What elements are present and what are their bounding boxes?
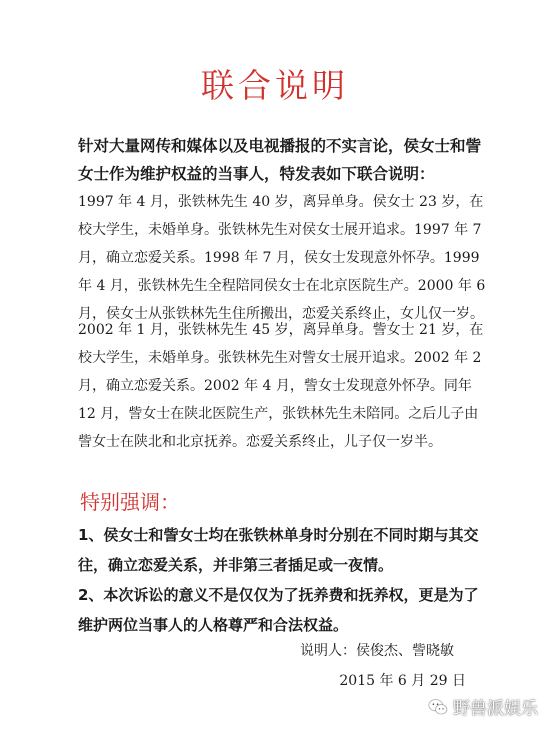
wechat-icon xyxy=(427,696,449,718)
emphasis-item-1: 1、侯女士和訾女士均在张铁林单身时分别在不同时期与其交往，确立恋爱关系，并非第三者插足或一夜情。 xyxy=(78,526,479,574)
intro-paragraph: 针对大量网传和媒体以及电视播报的不实言论，侯女士和訾女士作为维护权益的当事人，特发表如下联合说明： xyxy=(78,137,482,183)
watermark xyxy=(427,694,538,719)
watermark-text: 野兽派娱乐 xyxy=(453,699,538,719)
signers-line: 说明人：侯俊杰、訾晓敏 xyxy=(300,643,454,659)
timeline-paragraph-zi: 2002 年 1 月，张铁林先生 45 岁，离异单身。訾女士 21 岁，在校大学生，未婚单身。张铁林先生对訾女士展开追求。2002 年 2 月，确立恋爱关系。2002 年 4 月，訾女士发现意外怀孕。同年 12 月，訾女士在陕北医院生产，张铁林先生未陪同。之后儿子由訾女士在陕北和北京抚养。恋爱关系终止，儿子仅一岁半。 xyxy=(78,322,484,450)
statement-date: 2015 年 6 月 29 日 xyxy=(339,673,466,689)
emphasis-item-2: 2、本次诉讼的意义不是仅仅为了抚养费和抚养权，更是为了维护两位当事人的人格尊严和合法权益。 xyxy=(78,586,479,634)
special-emphasis-heading: 特别强调： xyxy=(80,490,180,514)
timeline-paragraph-hou: 1997 年 4 月，张铁林先生 40 岁，离异单身。侯女士 23 岁，在校大学生，未婚单身。张铁林先生对侯女士展开追求。1997 年 7 月，确立恋爱关系。1998 年 7 月，侯女士发现意外怀孕。1999 年 4 月，张铁林先生全程陪同侯女士在北京医院生产。2000 年 6 月，侯女士从张铁林先生住所搬出，恋爱关系终止，女儿仅一岁。 xyxy=(78,194,486,322)
document-title: 联合说明 xyxy=(201,66,349,106)
